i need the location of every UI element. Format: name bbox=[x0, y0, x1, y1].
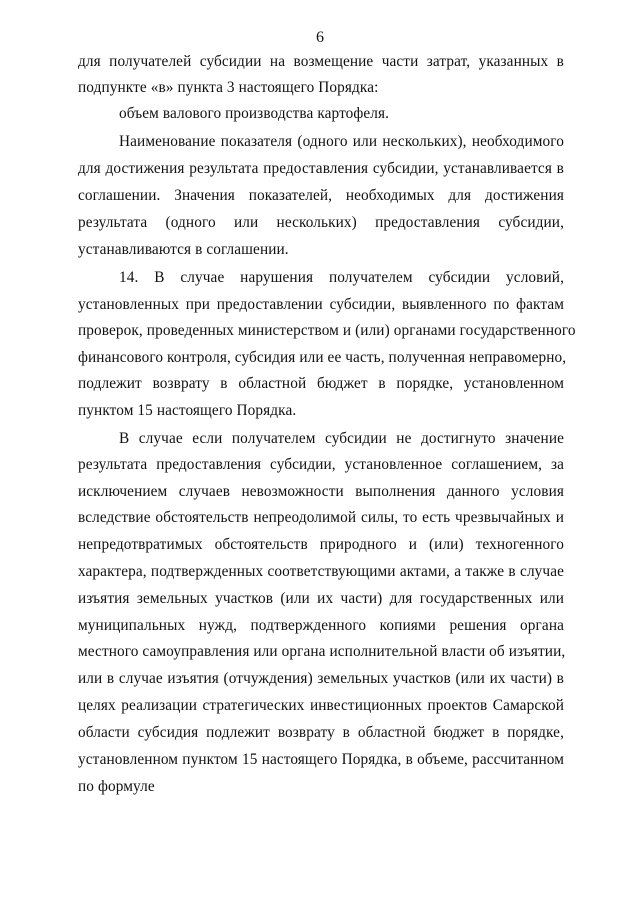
text-line: установленном пунктом 15 настоящего Порядка, в объеме, рассчитанном bbox=[78, 751, 564, 768]
text-line: Наименование показателя (одного или нескольких), необходимого bbox=[119, 133, 564, 150]
page-number: 6 bbox=[316, 29, 324, 46]
text-line: изъятия земельных участков (или их части) для государственных или bbox=[78, 590, 564, 607]
text-line: объем валового производства картофеля. bbox=[119, 105, 390, 122]
text-line: результата (одного или нескольких) предоставления субсидии, bbox=[78, 214, 564, 231]
text-line: финансового контроля, субсидия или ее часть, полученная неправомерно, bbox=[78, 349, 567, 366]
text-line: для достижения результата предоставления субсидии, устанавливается в bbox=[78, 160, 564, 177]
text-line: В случае если получателем субсидии не достигнуто значение bbox=[119, 430, 564, 447]
text-line: области субсидия подлежит возврату в областной бюджет в порядке, bbox=[78, 724, 564, 741]
text-line: для получателей субсидии на возмещение части затрат, указанных в bbox=[78, 53, 564, 70]
text-line: устанавливаются в соглашении. bbox=[78, 241, 289, 258]
text-line: подлежит возврату в областной бюджет в порядке, установленном bbox=[78, 375, 564, 392]
text-line: исключением случаев невозможности выполнения данного условия bbox=[78, 483, 564, 500]
text-line: подпункте «в» пункта 3 настоящего Порядка: bbox=[78, 79, 379, 96]
text-line: результата предоставления субсидии, установленное соглашением, за bbox=[78, 456, 564, 473]
text-line: соглашении. Значения показателей, необходимых для достижения bbox=[78, 187, 564, 204]
text-line: непредотвратимых обстоятельств природного и (или) техногенного bbox=[78, 536, 564, 553]
text-line: муниципальных нужд, подтвержденного копиями решения органа bbox=[78, 617, 564, 634]
text-line: или в случае изъятия (отчуждения) земельных участков (или их части) в bbox=[78, 670, 564, 687]
text-line: по формуле bbox=[78, 778, 155, 795]
text-line: местного самоуправления или органа исполнительной власти об изъятии, bbox=[78, 643, 566, 660]
text-line: установленных при предоставлении субсидии, выявленного по фактам bbox=[78, 296, 564, 313]
text-line: вследствие обстоятельств непреодолимой силы, то есть чрезвычайных и bbox=[78, 509, 564, 526]
text-line: 14. В случае нарушения получателем субсидии условий, bbox=[119, 269, 564, 286]
text-line: характера, подтвержденных соответствующими актами, а также в случае bbox=[78, 563, 564, 580]
text-line: пунктом 15 настоящего Порядка. bbox=[78, 402, 297, 419]
text-line: проверок, проведенных министерством и (или) органами государственного bbox=[78, 322, 576, 339]
text-line: целях реализации стратегических инвестиционных проектов Самарской bbox=[78, 697, 564, 714]
